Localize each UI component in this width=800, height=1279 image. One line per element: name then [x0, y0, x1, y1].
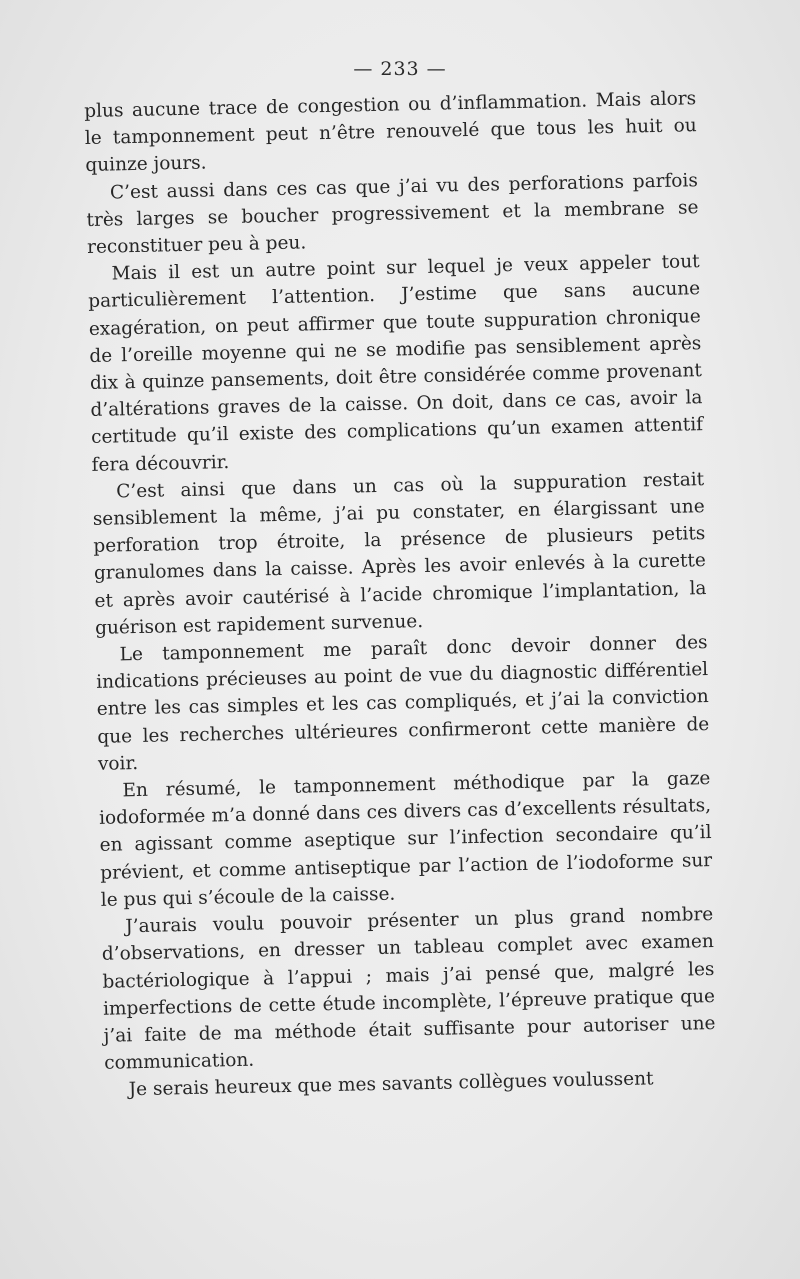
page-number: — 233 — — [353, 58, 447, 80]
paragraph: C’est ainsi que dans un cas où la suppuration restait sensiblement la même, j’ai pu constater, en élargissant une perforation trop étroite, la présence de plusieurs petits granulomes dans la caisse. Après les avoir enlevés à la curette et après avoir cautérisé à l’acide chromique l’implantation, la guérison est rapidement survenue. — [92, 468, 707, 639]
paragraph: Le tamponnement me paraît donc devoir donner des indications précieuses au point de vue du diagnostic différentiel entre les cas simples et les cas compliqués, et j’ai la conviction que les recherches ultérieures confirmeront cette manière de voir. — [96, 632, 710, 775]
paragraph: J’aurais voulu pouvoir présenter un plus grand nombre d’observations, en dresser un tableau complet avec examen bactériologique à l’appui ; mais j’ai pensé que, malgré les imperfections de cette étude incomplète, l’épreuve pratique que j’ai faite de ma méthode était suffisante pour autoriser une communication. — [101, 904, 716, 1074]
paragraph: En résumé, le tamponnement méthodique par la gaze iodoformée m’a donné dans ces divers cas d’excellents résultats, en agissant comme aseptique sur l’infection secondaire qu’il prévient, et comme antiseptique par l’action de l’iodoforme sur le pus qui s’écoule de la caisse. — [98, 768, 713, 911]
paragraph: C’est aussi dans ces cas que j’ai vu des perforations parfois très larges se boucher progressivement et la membrane se reconstituer peu à peu. — [86, 169, 699, 258]
body-text — [84, 85, 717, 1104]
paragraph: Mais il est un autre point sur lequel je veux appeler tout particulièrement l’attention. J’estime que sans aucune exagération, on peut affirmer que toute suppuration chronique de l’oreille moyenne qui ne se modifie pas sensiblement après dix à quinze pansements, doit être considérée comme provenant d’altérations graves de la caisse. On doit, dans ce cas, avoir la certitude qu’il existe des complications qu’un examen attentif fera découvrir. — [88, 251, 704, 476]
paragraph: plus aucune trace de congestion ou d’inflammation. Mais alors le tamponnement peut n’être renouvelé que tous les huit ou quinze jours. — [84, 88, 697, 177]
paragraph: Je serais heureux que mes savants collègues voulussent — [128, 1068, 654, 1101]
